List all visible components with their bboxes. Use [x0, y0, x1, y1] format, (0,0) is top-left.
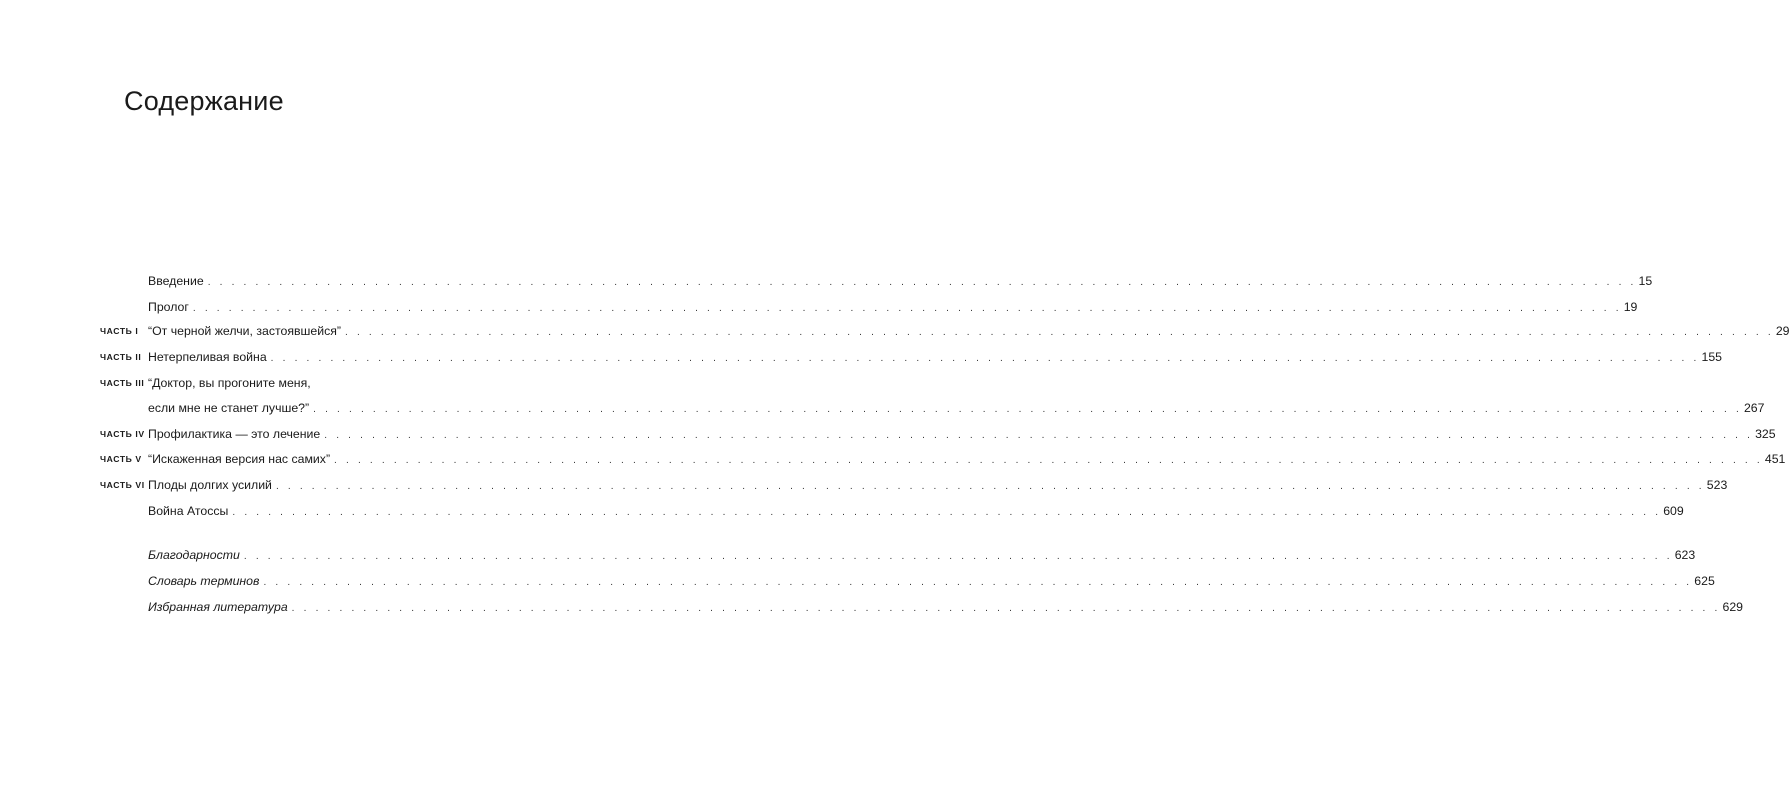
- toc-dot-leader: . . . . . . . . . . . . . . . . . . . . . . . . . . . . . . . . . . . . . . . . . . . . . . . . . . . . . . . . . . . . . . . . . . . . . . . . . . . . . . . . . . . . . . . . . . . . . . . . . . . . . . . . . . . . . . . . . . . . . . . .: [345, 327, 1774, 338]
- toc-entry: [100, 598, 1744, 616]
- toc-entry-main: [148, 598, 1744, 618]
- toc-entry-title: “От черной желчи, застоявшейся”: [148, 324, 342, 338]
- toc-page-number: 325: [1755, 427, 1776, 441]
- toc-page-number: 451: [1764, 452, 1786, 466]
- toc-page-number: 29: [1775, 324, 1790, 338]
- toc-entry-title: Профилактика — это лечение: [148, 427, 321, 441]
- toc-part-label: ЧАСТЬ IV: [100, 429, 145, 439]
- toc-dot-leader: . . . . . . . . . . . . . . . . . . . . . . . . . . . . . . . . . . . . . . . . . . . . . . . . . . . . . . . . . . . . . . . . . . . . . . . . . . . . . . . . . . . . . . . . . . . . . . . . . . . . . . . . . . . . . . . . . . . . . . . .: [207, 277, 1637, 288]
- toc-dot-leader: . . . . . . . . . . . . . . . . . . . . . . . . . . . . . . . . . . . . . . . . . . . . . . . . . . . . . . . . . . . . . . . . . . . . . . . . . . . . . . . . . . . . . . . . . . . . . . . . . . . . . . . . . . . . . . . . . . . . . . . .: [275, 481, 1705, 492]
- toc-entry: [100, 298, 1638, 316]
- toc-dot-leader: . . . . . . . . . . . . . . . . . . . . . . . . . . . . . . . . . . . . . . . . . . . . . . . . . . . . . . . . . . . . . . . . . . . . . . . . . . . . . . . . . . . . . . . . . . . . . . . . . . . . . . . . . . . . . . . . . . . . . . . .: [263, 577, 1693, 588]
- toc-entry-title: “Доктор, вы прогоните меня,: [148, 376, 311, 390]
- toc-dot-leader: . . . . . . . . . . . . . . . . . . . . . . . . . . . . . . . . . . . . . . . . . . . . . . . . . . . . . . . . . . . . . . . . . . . . . . . . . . . . . . . . . . . . . . . . . . . . . . . . . . . . . . . . . . . . . . . . . . . . . . . .: [334, 455, 1763, 466]
- toc-dot-leader: . . . . . . . . . . . . . . . . . . . . . . . . . . . . . . . . . . . . . . . . . . . . . . . . . . . . . . . . . . . . . . . . . . . . . . . . . . . . . . . . . . . . . . . . . . . . . . . . . . . . . . . . . . . . . . . . . . . . . . . .: [313, 404, 1742, 415]
- toc-dot-leader: . . . . . . . . . . . . . . . . . . . . . . . . . . . . . . . . . . . . . . . . . . . . . . . . . . . . . . . . . . . . . . . . . . . . . . . . . . . . . . . . . . . . . . . . . . . . . . . . . . . . . . . . . . . . . . . . . . . . . . . .: [324, 430, 1754, 441]
- toc-entry-title: Плоды долгих усилий: [148, 478, 272, 492]
- toc-entry: [100, 502, 1684, 520]
- toc-entry-main: [148, 348, 1723, 368]
- toc-entry-title: если мне не станет лучше?”: [148, 401, 310, 415]
- toc-entry-title: Избранная литература: [148, 600, 288, 614]
- toc-entry-title: Словарь терминов: [148, 574, 260, 588]
- toc-entry-main: [148, 572, 1715, 592]
- toc-entry: [100, 374, 456, 392]
- toc-part-label: ЧАСТЬ VI: [100, 480, 145, 490]
- toc-entry: [100, 476, 1728, 494]
- toc-entry-title: Пролог: [148, 300, 189, 314]
- toc-entry-main: [148, 322, 1790, 342]
- toc-entry: [100, 399, 1765, 417]
- toc-dot-leader: . . . . . . . . . . . . . . . . . . . . . . . . . . . . . . . . . . . . . . . . . . . . . . . . . . . . . . . . . . . . . . . . . . . . . . . . . . . . . . . . . . . . . . . . . . . . . . . . . . . . . . . . . . . . . . . . . . . . . . . .: [243, 551, 1673, 562]
- toc-part-label: ЧАСТЬ III: [100, 378, 145, 388]
- toc-page-number: 19: [1623, 300, 1638, 314]
- toc-page-number: 609: [1663, 504, 1684, 518]
- toc-entry-title: “Искаженная версия нас самих”: [148, 452, 331, 466]
- toc-entry-main: [148, 450, 1786, 470]
- toc-dot-leader: . . . . . . . . . . . . . . . . . . . . . . . . . . . . . . . . . . . . . . . . . . . . . . . . . . . . . . . . . . . . . . . . . . . . . . . . . . . . . . . . . . . . . . . . . . . . . . . . . . . . . . . . . . . . . . . . . . . . . . . .: [232, 507, 1662, 518]
- toc-entry-main: [148, 298, 1638, 318]
- toc-dot-leader: . . . . . . . . . . . . . . . . . . . . . . . . . . . . . . . . . . . . . . . . . . . . . . . . . . . . . . . . . . . . . . . . . . . . . . . . . . . . . . . . . . . . . . . . . . . . . . . . . . . . . . . . . . . . . . . . . . . . . . . .: [291, 603, 1721, 614]
- toc-entry-title: Введение: [148, 274, 204, 288]
- toc-page-number: 623: [1674, 548, 1696, 562]
- toc-entry: [100, 348, 1723, 366]
- toc-entry-title: Благодарности: [148, 548, 240, 562]
- toc-page-number: 15: [1638, 274, 1653, 288]
- toc-entry-main: [148, 502, 1684, 522]
- toc-part-label: ЧАСТЬ I: [100, 326, 139, 336]
- page-title: Содержание: [124, 86, 284, 116]
- toc-entry-main: [148, 272, 1653, 292]
- toc-entry-main: [148, 374, 456, 392]
- toc-entry: [100, 425, 1776, 443]
- toc-page-number: 155: [1701, 350, 1723, 364]
- toc-part-label: ЧАСТЬ II: [100, 352, 142, 362]
- toc-entry-title: Нетерпеливая война: [148, 350, 267, 364]
- toc-entry-main: [148, 425, 1776, 445]
- toc-entry-main: [148, 399, 1765, 419]
- toc-page-number: 523: [1706, 478, 1728, 492]
- toc-entry: [100, 272, 1653, 290]
- toc-page-number: 267: [1743, 401, 1765, 415]
- toc-entry: [100, 546, 1696, 564]
- toc-entry: [100, 572, 1715, 590]
- toc-part-label: ЧАСТЬ V: [100, 454, 142, 464]
- toc-entry-main: [148, 546, 1696, 566]
- toc-entry-main: [148, 476, 1728, 496]
- toc-dot-leader: . . . . . . . . . . . . . . . . . . . . . . . . . . . . . . . . . . . . . . . . . . . . . . . . . . . . . . . . . . . . . . . . . . . . . . . . . . . . . . . . . . . . . . . . . . . . . . . . . . . . . . . . . . . . . . . . . . . . . . . .: [270, 353, 1700, 364]
- toc-dot-leader: . . . . . . . . . . . . . . . . . . . . . . . . . . . . . . . . . . . . . . . . . . . . . . . . . . . . . . . . . . . . . . . . . . . . . . . . . . . . . . . . . . . . . . . . . . . . . . . . . . . . . . . . . . . . . . . . . . . . . . . .: [192, 303, 1622, 314]
- toc-page-number: 625: [1694, 574, 1715, 588]
- toc-entry: [100, 322, 1790, 340]
- toc-entry-title: Война Атоссы: [148, 504, 229, 518]
- toc-entry: [100, 450, 1786, 468]
- toc-page-number: 629: [1722, 600, 1744, 614]
